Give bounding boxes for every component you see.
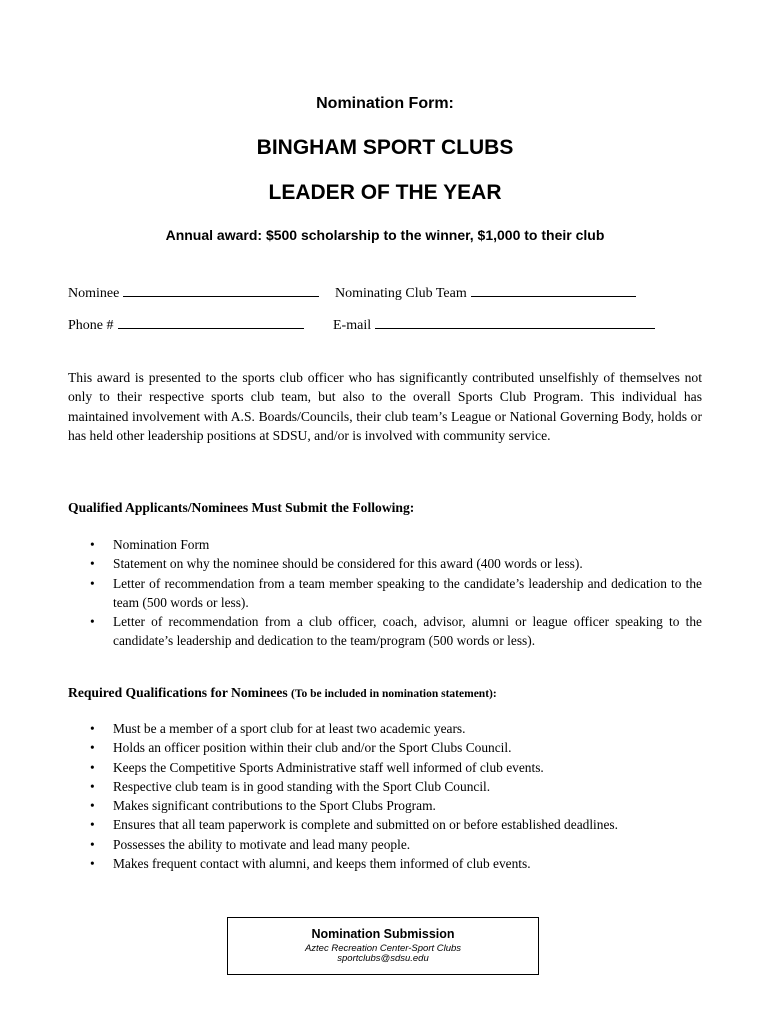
phone-field[interactable] xyxy=(68,316,304,334)
award-description: This award is presented to the sports club officer who has significantly contributed unselfishly of themselves not only to their respective sports club team, but also to the overall Sports Club Program. This individual has maintained involvement with A.S. Boards/Councils, their club team’s League or National Governing Body, holds or has held other leadership positions at SDSU, and/or is involved with community service. xyxy=(68,370,702,443)
qualifications-list xyxy=(68,719,702,873)
bullet-icon: • xyxy=(90,836,95,852)
form-label: Nomination Form: xyxy=(316,95,454,112)
bullet-icon: • xyxy=(90,778,95,794)
list-item: • Must be a member of a sport club for at least two academic years. xyxy=(68,719,702,738)
nominating-club-label: Nominating Club Team xyxy=(335,286,467,301)
bullet-icon: • xyxy=(90,759,95,775)
qualifications-heading-text: Required Qualifications for Nominees xyxy=(68,685,288,700)
bullet-icon: • xyxy=(90,798,95,814)
list-item: • Statement on why the nominee should be considered for this award (400 words or less). xyxy=(68,554,702,573)
bullet-icon: • xyxy=(90,740,95,756)
list-item: • Ensures that all team paperwork is complete and submitted on or before established deadlines. xyxy=(68,815,702,834)
qualifications-heading-note: (To be included in nomination statement): xyxy=(291,688,497,700)
nominee-field[interactable] xyxy=(68,284,319,302)
bullet-icon: • xyxy=(90,721,95,736)
nominating-club-field[interactable] xyxy=(335,284,636,302)
submission-email[interactable]: sportclubs@sdsu.edu xyxy=(337,953,429,964)
list-item: • Letter of recommendation from a team member speaking to the candidate’s leadership and dedication to the team (500 words or less). xyxy=(90,575,702,610)
list-item: • Keeps the Competitive Sports Administrative staff well informed of club events. xyxy=(68,758,702,777)
submit-heading: Qualified Applicants/Nominees Must Submit the Following: xyxy=(68,500,415,515)
list-item: • Possesses the ability to motivate and lead many people. xyxy=(68,835,702,854)
email-field[interactable] xyxy=(333,316,655,334)
submission-location: Aztec Recreation Center-Sport Clubs xyxy=(304,943,462,954)
bullet-icon: • xyxy=(90,575,95,591)
nominee-line[interactable] xyxy=(123,284,319,297)
bullet-icon: • xyxy=(90,556,95,572)
submit-list xyxy=(68,535,702,651)
email-line[interactable] xyxy=(375,316,655,329)
bullet-icon: • xyxy=(90,817,95,833)
bullet-icon: • xyxy=(90,614,95,630)
award-title: LEADER OF THE YEAR xyxy=(268,181,502,204)
list-item: • Respective club team is in good standing with the Sport Club Council. xyxy=(68,777,702,796)
qualifications-heading xyxy=(68,685,497,701)
nominating-club-line[interactable] xyxy=(471,284,636,297)
submission-title: Nomination Submission xyxy=(311,927,455,941)
nominee-label: Nominee xyxy=(68,286,120,301)
phone-label: Phone # xyxy=(68,318,114,333)
bullet-icon: • xyxy=(90,537,95,552)
list-item: • Letter of recommendation from a club officer, coach, advisor, alumni or league officer speaking to the candidate’s leadership and dedication to the team/program (500 words or less). xyxy=(90,614,702,649)
email-label: E-mail xyxy=(333,318,372,333)
org-title: BINGHAM SPORT CLUBS xyxy=(256,136,514,159)
award-subtitle: Annual award: $500 scholarship to the winner, $1,000 to their club xyxy=(165,227,605,243)
list-item: • Nomination Form xyxy=(68,535,702,554)
submission-box xyxy=(227,917,539,975)
list-item: • Makes frequent contact with alumni, and keeps them informed of club events. xyxy=(68,854,702,873)
list-item: • Holds an officer position within their club and/or the Sport Clubs Council. xyxy=(68,738,702,757)
phone-line[interactable] xyxy=(118,316,304,329)
bullet-icon: • xyxy=(90,856,95,872)
list-item: • Makes significant contributions to the Sport Clubs Program. xyxy=(68,796,702,815)
